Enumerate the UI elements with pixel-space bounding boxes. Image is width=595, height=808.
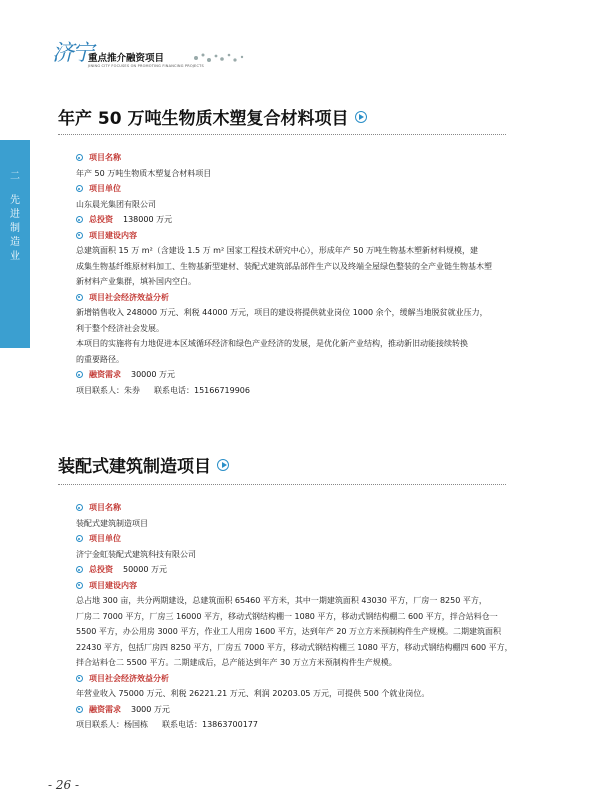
project-details — [76, 150, 516, 398]
chapter-side-tab — [0, 140, 30, 348]
side-tab-char: 进 — [10, 209, 20, 220]
field-label: 总投资 50000 万元 — [76, 562, 516, 578]
benefit-line: 新增销售收入 248000 万元、利税 44000 万元，项目的建设将提供就业岗位 1000 余个，缓解当地脱贫就业压力， — [76, 308, 488, 317]
content-line: 新材料产业集群，填补国内空白。 — [76, 277, 196, 286]
total-investment: 50000 万元 — [123, 565, 167, 574]
benefit-line: 的重要路径。 — [76, 354, 124, 364]
contact-line — [76, 383, 516, 399]
side-tab-char: 造 — [10, 237, 20, 248]
contact-phone: 联系电话：15166719906 — [154, 385, 250, 395]
content-line: 成集生物基纤维原材料加工、生物基新型建材、装配式建筑部品部件生产以及终端全屋绿色整装的全产业链生物基木塑 — [76, 261, 492, 271]
project-title-text: 年产 50 万吨生物质木塑复合材料项目 — [58, 109, 349, 129]
logo-subtitle: JINING CITY FOCUSES ON PROMOTING FINANCING PROJECTS — [88, 64, 204, 68]
play-circle-icon — [355, 111, 367, 123]
project-unit: 山东晨光集团有限公司 — [76, 199, 156, 209]
funding-need: 30000 万元 — [131, 370, 175, 379]
content-line: 22430 平方，包括厂房四 8250 平方，厂房五 7000 平方，移动式钢结构棚三 1080 平方，移动式钢结构棚四 600 平方， — [76, 642, 513, 652]
content-line: 5500 平方，办公用房 3000 平方，作业工人用房 1600 平方，达到年产 20 万立方米预制构件生产规模。二期建筑面积 — [76, 627, 502, 636]
logo-title: 重点推介融资项目 — [88, 53, 165, 64]
project-name: 装配式建筑制造项目 — [76, 518, 148, 528]
page-number: - 26 - — [48, 778, 80, 792]
content-line: 拌合站料仓二 5500 平方。二期建成后，总产能达到年产 30 万立方米预制构件生产规模。 — [76, 658, 397, 667]
field-label: 项目社会经济效益分析 — [76, 671, 516, 687]
field-label: 融资需求 30000 万元 — [76, 367, 516, 383]
project-name: 年产 50 万吨生物质木塑复合材料项目 — [76, 168, 212, 178]
bullet-icon — [76, 185, 83, 192]
logo-dots-icon — [192, 50, 252, 66]
project-title — [58, 104, 367, 129]
field-label: 项目单位 — [76, 531, 516, 547]
field-label: 项目建设内容 — [76, 578, 516, 594]
benefit-line: 年营业收入 75000 万元、利税 26221.21 万元、利润 20203.05 万元，可提供 500 个就业岗位。 — [76, 689, 430, 698]
project-title-text: 装配式建筑制造项目 — [58, 457, 211, 477]
field-label: 项目建设内容 — [76, 228, 516, 244]
bullet-icon — [76, 294, 83, 301]
content-line: 厂房二 7000 平方，厂房三 16000 平方，移动式钢结构棚一 1080 平方，移动式钢结构棚二 600 平方，拌合站料仓一 — [76, 611, 498, 621]
bullet-icon — [76, 371, 83, 378]
bullet-icon — [76, 582, 83, 589]
side-tab-char: 二 — [10, 171, 20, 182]
total-investment: 138000 万元 — [123, 215, 173, 224]
bullet-icon — [76, 535, 83, 542]
project-details — [76, 500, 516, 733]
contact-person: 项目联系人：杨国栋 — [76, 720, 148, 729]
field-label: 融资需求 3000 万元 — [76, 702, 516, 718]
divider — [58, 134, 506, 136]
side-tab-char: 业 — [10, 251, 20, 262]
project-title — [58, 452, 229, 477]
contact-line — [76, 717, 516, 733]
funding-need: 3000 万元 — [131, 704, 170, 714]
benefit-line: 本项目的实施将有力地促进本区域循环经济和绿色产业经济的发展，是优化新产业结构，推动新旧动能接续转换 — [76, 339, 468, 348]
field-label: 项目单位 — [76, 181, 516, 197]
contact-phone: 联系电话：13863700177 — [162, 720, 258, 729]
bullet-icon — [76, 232, 83, 239]
side-tab-char: 先 — [10, 195, 20, 206]
project-unit: 济宁金虹装配式建筑科技有限公司 — [76, 549, 196, 559]
side-tab-char: 制 — [10, 223, 20, 234]
field-label: 项目名称 — [76, 150, 516, 166]
play-circle-icon — [217, 459, 229, 471]
bullet-icon — [76, 566, 83, 573]
benefit-line: 利于整个经济社会发展。 — [76, 323, 164, 333]
divider — [58, 484, 506, 486]
content-line: 总占地 300 亩，共分两期建设，总建筑面积 65460 平方米，其中一期建筑面积 43030 平方，厂房一 8250 平方， — [76, 596, 487, 605]
header-logo — [52, 36, 252, 80]
field-label: 项目名称 — [76, 500, 516, 516]
content-line: 总建筑面积 15 万 m²（含建设 1.5 万 m² 国家工程技术研究中心），形成年产 50 万吨生物基木塑新材料规模，建 — [76, 246, 478, 255]
bullet-icon — [76, 154, 83, 161]
field-label: 总投资 138000 万元 — [76, 212, 516, 228]
field-label: 项目社会经济效益分析 — [76, 290, 516, 306]
contact-person: 项目联系人：朱券 — [76, 385, 140, 395]
logo-script: 济宁 — [52, 41, 93, 66]
bullet-icon — [76, 675, 83, 682]
bullet-icon — [76, 706, 83, 713]
bullet-icon — [76, 216, 83, 223]
bullet-icon — [76, 504, 83, 511]
